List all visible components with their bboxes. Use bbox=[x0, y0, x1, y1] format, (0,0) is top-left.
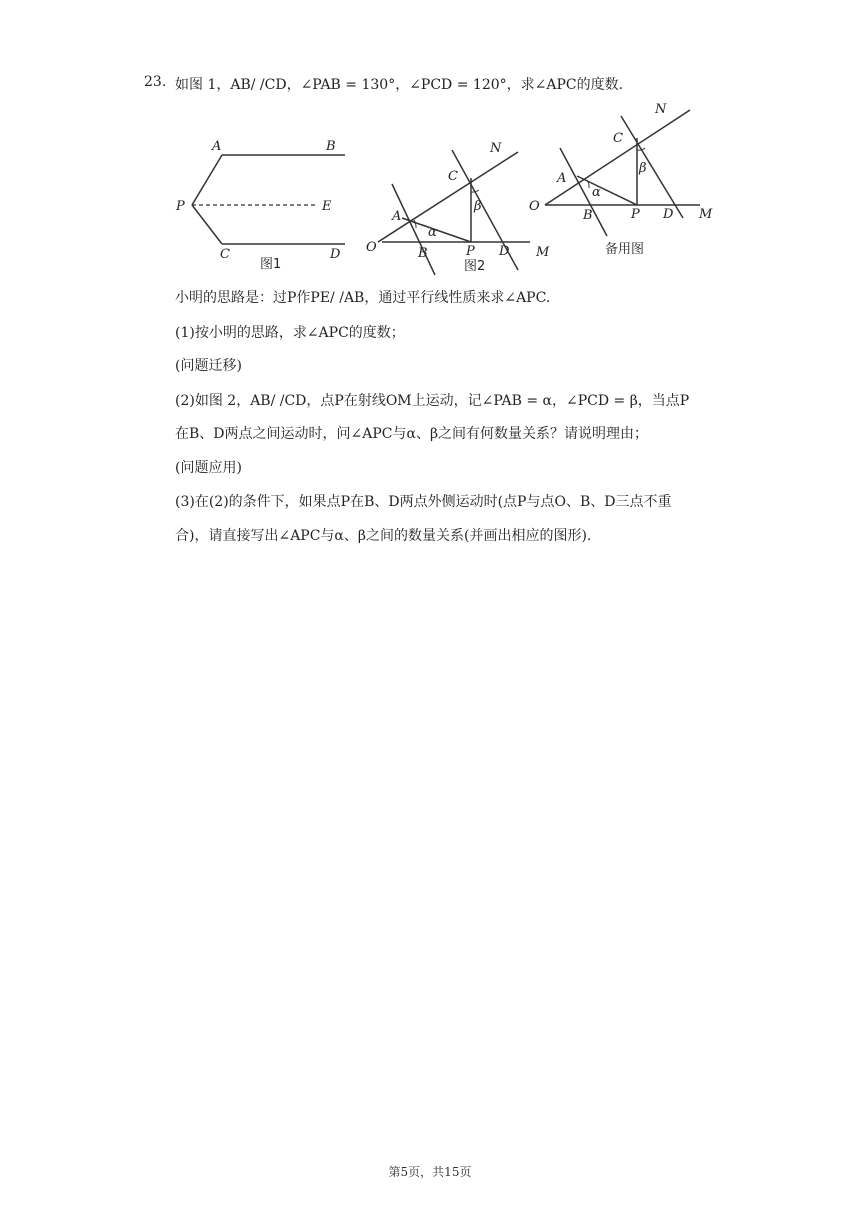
fig2-label-P: P bbox=[466, 244, 475, 259]
fig1-label-E: E bbox=[322, 199, 332, 214]
fig2-label-B: B bbox=[418, 246, 428, 261]
fig1-caption: 图1 bbox=[260, 257, 282, 272]
fig2-label-beta: β bbox=[474, 199, 482, 214]
fig1-label-B: B bbox=[326, 139, 336, 154]
part-1: (1)按小明的思路，求∠APC的度数； bbox=[175, 325, 405, 341]
part-2-line-1: (2)如图 2，AB/ /CD，点P在射线OM上运动，记∠PAB = α，∠PCD = β，当点P bbox=[175, 393, 690, 409]
fig2-label-N: N bbox=[490, 141, 502, 156]
heading-apply: (问题应用) bbox=[175, 460, 242, 476]
page-footer: 第5页，共15页 bbox=[388, 1165, 472, 1179]
fig3-label-N: N bbox=[655, 102, 667, 117]
part-3-line-2: 合)，请直接写出∠APC与α、β之间的数量关系(并画出相应的图形). bbox=[175, 528, 592, 544]
heading-transfer: (问题迁移) bbox=[175, 358, 242, 374]
fig3-label-beta: β bbox=[639, 161, 647, 176]
fig2-label-O: O bbox=[366, 240, 377, 255]
fig2-label-D: D bbox=[499, 244, 510, 259]
fig1-label-A: A bbox=[212, 139, 222, 154]
fig3-label-P: P bbox=[631, 207, 640, 222]
figure-backup bbox=[525, 96, 725, 258]
question-stem: 如图 1，AB/ /CD，∠PAB = 130°，∠PCD = 120°，求∠APC的度数. bbox=[175, 77, 624, 93]
fig3-label-D: D bbox=[663, 207, 674, 222]
fig1-label-C: C bbox=[220, 247, 230, 262]
fig3-label-O: O bbox=[529, 199, 540, 214]
part-3-line-1: (3)在(2)的条件下，如果点P在B、D两点外侧运动时(点P与点O、B、D三点不重 bbox=[175, 494, 672, 510]
question-number: 23. bbox=[144, 74, 167, 90]
fig2-label-alpha: α bbox=[428, 225, 437, 240]
fig3-label-alpha: α bbox=[592, 185, 601, 200]
solution-idea: 小明的思路是：过P作PE/ /AB，通过平行线性质来求∠APC. bbox=[175, 290, 551, 306]
fig2-label-M: M bbox=[536, 245, 550, 260]
fig3-label-M: M bbox=[699, 207, 713, 222]
fig1-label-D: D bbox=[330, 247, 341, 262]
fig3-label-B: B bbox=[583, 208, 593, 223]
fig3-label-A: A bbox=[557, 171, 567, 186]
part-2-line-2: 在B、D两点之间运动时，问∠APC与α、β之间有何数量关系？请说明理由； bbox=[175, 426, 649, 442]
fig2-caption: 图2 bbox=[464, 259, 486, 274]
figure-1 bbox=[170, 132, 360, 272]
fig2-label-C: C bbox=[448, 169, 458, 184]
fig3-label-C: C bbox=[613, 131, 623, 146]
fig1-label-P: P bbox=[176, 199, 185, 214]
fig2-label-A: A bbox=[392, 209, 402, 224]
fig3-caption: 备用图 bbox=[605, 242, 645, 257]
